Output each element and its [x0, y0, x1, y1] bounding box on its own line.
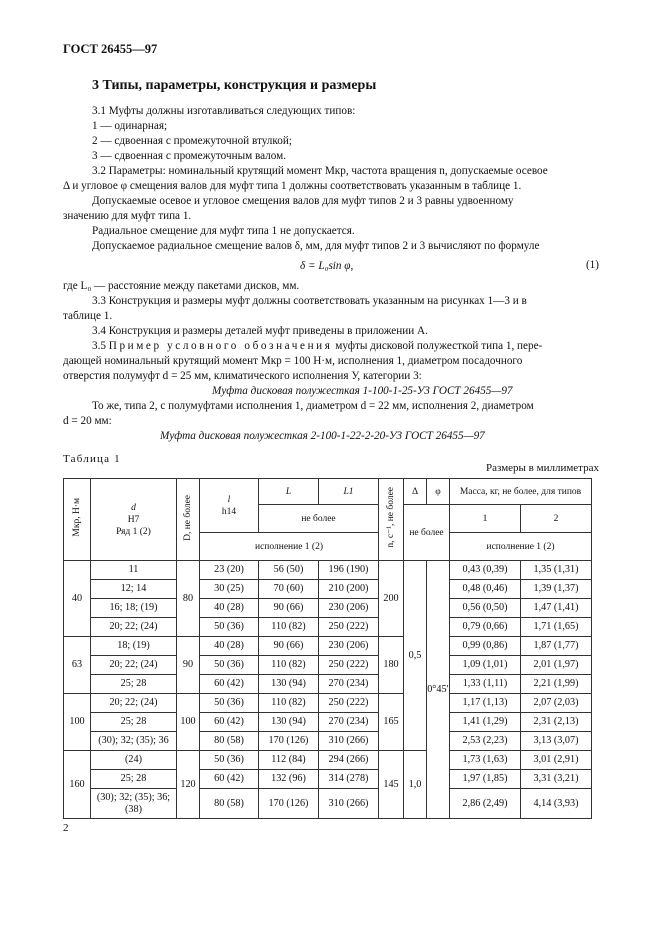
cell-l: 60 (42): [200, 770, 259, 789]
type-1-item: 1 — одинарная;: [92, 120, 168, 132]
header-L1: L1: [319, 479, 379, 505]
paragraph-3-2-line2: Δ и угловое φ смещения валов для муфт типа 1 должны соответствовать указанным в таблице 1.: [63, 180, 522, 192]
cell-L: 110 (82): [259, 694, 319, 713]
cell-d: 16; 18; (19): [91, 599, 177, 618]
cell-L1: 314 (278): [319, 770, 379, 789]
table-row: [64, 732, 592, 751]
formula-number: (1): [585, 259, 599, 271]
header-mkr: Mкр, Н·м: [64, 479, 91, 561]
cell-mass-1: 2,86 (2,49): [450, 789, 521, 819]
header-execution: исполнение 1 (2): [200, 533, 379, 561]
cell-mass-2: 1,47 (1,41): [521, 599, 592, 618]
table-row: [64, 770, 592, 789]
paragraph-3-5-line5: d = 20 мм:: [63, 415, 112, 427]
header-not-more-2: не более: [404, 505, 450, 561]
cell-L1: 230 (206): [319, 637, 379, 656]
section-title: 3 Типы, параметры, конструкция и размеры: [92, 78, 377, 93]
cell-L1: 250 (222): [319, 656, 379, 675]
table-row: [64, 618, 592, 637]
paragraph-3-5-rest: муфты дисковой полужесткой типа 1, пере-: [332, 340, 543, 352]
cell-d: 20; 22; (24): [91, 618, 177, 637]
cell-mkr: 40: [64, 561, 91, 637]
paragraph-3-2-line1: 3.2 Параметры: номинальный крутящий момент Mкр, частота вращения n, допускаемые осевое: [92, 165, 548, 177]
paragraph-3-3-line1: 3.3 Конструкция и размеры муфт должны соответствовать указанным на рисунках 1—3 и в: [92, 295, 527, 307]
cell-L: 130 (94): [259, 713, 319, 732]
cell-L: 56 (50): [259, 561, 319, 580]
table-row: [64, 675, 592, 694]
cell-mass-2: 1,87 (1,77): [521, 637, 592, 656]
cell-mass-1: 1,41 (1,29): [450, 713, 521, 732]
paragraph-3-5-line1: [92, 339, 542, 353]
header-d-line2: H7: [127, 514, 140, 525]
cell-L: 170 (126): [259, 789, 319, 819]
cell-d: 20; 22; (24): [91, 694, 177, 713]
header-mass: Масса, кг, не более, для типов: [450, 479, 592, 505]
header-l: [200, 479, 259, 533]
header-not-more: не более: [259, 505, 379, 533]
cell-mass-1: 0,56 (0,50): [450, 599, 521, 618]
cell-mass-2: 1,71 (1,65): [521, 618, 592, 637]
cell-n: 180: [379, 637, 404, 694]
cell-L1: 294 (266): [319, 751, 379, 770]
cell-n: 145: [379, 751, 404, 819]
cell-L: 110 (82): [259, 656, 319, 675]
header-phi: φ: [427, 479, 450, 505]
cell-d: 25; 28: [91, 675, 177, 694]
table-row: [64, 580, 592, 599]
cell-L1: 270 (234): [319, 675, 379, 694]
table-row: [64, 561, 592, 580]
cell-mass-1: 1,73 (1,63): [450, 751, 521, 770]
cell-L1: 196 (190): [319, 561, 379, 580]
cell-l: 50 (36): [200, 618, 259, 637]
cell-l: 50 (36): [200, 694, 259, 713]
cell-mass-2: 3,13 (3,07): [521, 732, 592, 751]
cell-d: 12; 14: [91, 580, 177, 599]
type-2-item: 2 — сдвоенная с промежуточной втулкой;: [92, 135, 292, 147]
cell-l: 80 (58): [200, 732, 259, 751]
cell-mass-2: 3,31 (3,21): [521, 770, 592, 789]
cell-mkr: 100: [64, 694, 91, 751]
page-number: 2: [63, 822, 69, 834]
cell-mass-2: 2,01 (1,97): [521, 656, 592, 675]
designation-example-2: Муфта дисковая полужесткая 2-100-1-22-2-20-У3 ГОСТ 26455—97: [160, 430, 485, 442]
cell-L: 70 (60): [259, 580, 319, 599]
cell-mass-1: 0,79 (0,66): [450, 618, 521, 637]
cell-mass-2: 3,01 (2,91): [521, 751, 592, 770]
header-d-line1: d: [131, 502, 136, 513]
cell-mass-1: 0,48 (0,46): [450, 580, 521, 599]
cell-mass-1: 0,99 (0,86): [450, 637, 521, 656]
cell-l: 50 (36): [200, 656, 259, 675]
cell-L1: 310 (266): [319, 789, 379, 819]
cell-mass-1: 1,97 (1,85): [450, 770, 521, 789]
table-row: [64, 694, 592, 713]
header-execution-2: исполнение 1 (2): [450, 533, 592, 561]
paragraph-3-5-line3: отверстия полумуфт d = 25 мм, климатического исполнения У, категории 3:: [63, 370, 422, 382]
cell-D: 90: [177, 637, 200, 694]
paragraph-3-5-lead: 3.5: [92, 340, 109, 352]
paragraph-3-2-line6: Допускаемое радиальное смещение валов δ, мм, для муфт типов 2 и 3 вычисляют по формуле: [92, 240, 540, 252]
formula: δ = L₀sin φ,: [300, 260, 354, 272]
cell-L: 130 (94): [259, 675, 319, 694]
formula-explanation: где L₀ — расстояние между пакетами дисков, мм.: [63, 280, 300, 292]
cell-L: 170 (126): [259, 732, 319, 751]
table-units: Размеры в миллиметрах: [486, 462, 599, 474]
header-d: [91, 479, 177, 561]
paragraph-3-2-line3: Допускаемые осевое и угловое смещения валов для муфт типов 2 и 3 равны удвоенному: [92, 195, 514, 207]
cell-d: (24): [91, 751, 177, 770]
cell-phi: 0°45′: [427, 561, 450, 819]
paragraph-3-5-line2: дающей номинальный крутящий момент Mкр = 100 Н·м, исполнения 1, диаметром посадочного: [63, 355, 523, 367]
cell-delta: 0,5: [404, 561, 427, 751]
cell-D: 100: [177, 694, 200, 751]
cell-mass-2: 1,35 (1,31): [521, 561, 592, 580]
cell-mass-1: 0,43 (0,39): [450, 561, 521, 580]
header-l-line1: l: [227, 494, 231, 505]
cell-l: 80 (58): [200, 789, 259, 819]
table-caption: Таблица 1: [63, 453, 121, 465]
cell-l: 23 (20): [200, 561, 259, 580]
cell-mass-1: 1,17 (1,13): [450, 694, 521, 713]
cell-l: 50 (36): [200, 751, 259, 770]
header-l-line2: h14: [221, 506, 237, 517]
paragraph-3-5-spaced-term: Пример условного обозначения: [108, 340, 333, 352]
cell-L1: 250 (222): [319, 618, 379, 637]
cell-D: 120: [177, 751, 200, 819]
paragraph-3-2-line4: значению для муфт типа 1.: [63, 210, 192, 222]
cell-delta: 1,0: [404, 751, 427, 819]
cell-L1: 230 (206): [319, 599, 379, 618]
cell-d: 25; 28: [91, 770, 177, 789]
table-row: [64, 656, 592, 675]
cell-mass-2: 4,14 (3,93): [521, 789, 592, 819]
table-row: [64, 713, 592, 732]
header-d-line3: Ряд 1 (2): [116, 526, 151, 537]
cell-mass-2: 2,21 (1,99): [521, 675, 592, 694]
cell-l: 40 (28): [200, 599, 259, 618]
header-L: L: [259, 479, 319, 505]
cell-L1: 270 (234): [319, 713, 379, 732]
paragraph-3-3-line2: таблице 1.: [63, 310, 113, 322]
paragraph-3-2-line5: Радиальное смещение для муфт типа 1 не допускается.: [92, 225, 355, 237]
cell-l: 60 (42): [200, 713, 259, 732]
cell-d: (30); 32; (35); 36; (38): [91, 789, 177, 819]
cell-D: 80: [177, 561, 200, 637]
table-row: [64, 789, 592, 819]
type-3-item: 3 — сдвоенная с промежуточным валом.: [92, 150, 286, 162]
cell-L: 90 (66): [259, 599, 319, 618]
cell-mass-1: 1,09 (1,01): [450, 656, 521, 675]
paragraph-3-4: 3.4 Конструкция и размеры деталей муфт приведены в приложении А.: [92, 325, 428, 337]
cell-d: 25; 28: [91, 713, 177, 732]
cell-L1: 310 (266): [319, 732, 379, 751]
cell-d: (30); 32; (35); 36: [91, 732, 177, 751]
paragraph-3-5-line4: То же, типа 2, с полумуфтами исполнения 1, диаметром d = 22 мм, исполнения 2, диаметром: [92, 400, 534, 412]
cell-L: 132 (96): [259, 770, 319, 789]
cell-mkr: 63: [64, 637, 91, 694]
cell-l: 40 (28): [200, 637, 259, 656]
cell-n: 200: [379, 561, 404, 637]
cell-mass-1: 1,33 (1,11): [450, 675, 521, 694]
cell-L: 90 (66): [259, 637, 319, 656]
cell-d: 20; 22; (24): [91, 656, 177, 675]
cell-mass-2: 1,39 (1,37): [521, 580, 592, 599]
header-type-2: 2: [521, 505, 592, 533]
cell-mkr: 160: [64, 751, 91, 819]
header-n: n, с⁻¹, не более: [379, 479, 404, 561]
cell-mass-2: 2,31 (2,13): [521, 713, 592, 732]
parameters-table: [63, 478, 592, 819]
cell-n: 165: [379, 694, 404, 751]
cell-mass-1: 2,53 (2,23): [450, 732, 521, 751]
cell-L1: 210 (200): [319, 580, 379, 599]
cell-l: 30 (25): [200, 580, 259, 599]
cell-d: 18; (19): [91, 637, 177, 656]
cell-l: 60 (42): [200, 675, 259, 694]
table-row: [64, 599, 592, 618]
designation-example-1: Муфта дисковая полужесткая 1-100-1-25-У3 ГОСТ 26455—97: [212, 385, 513, 397]
header-D: D, не более: [177, 479, 200, 561]
header-type-1: 1: [450, 505, 521, 533]
cell-mass-2: 2,07 (2,03): [521, 694, 592, 713]
cell-L: 112 (84): [259, 751, 319, 770]
table-row: [64, 637, 592, 656]
document-header: ГОСТ 26455—97: [63, 42, 158, 56]
cell-L: 110 (82): [259, 618, 319, 637]
cell-d: 11: [91, 561, 177, 580]
table-row: [64, 751, 592, 770]
header-delta: Δ: [404, 479, 427, 505]
cell-L1: 250 (222): [319, 694, 379, 713]
paragraph-3-1: 3.1 Муфты должны изготавливаться следующих типов:: [92, 105, 356, 117]
